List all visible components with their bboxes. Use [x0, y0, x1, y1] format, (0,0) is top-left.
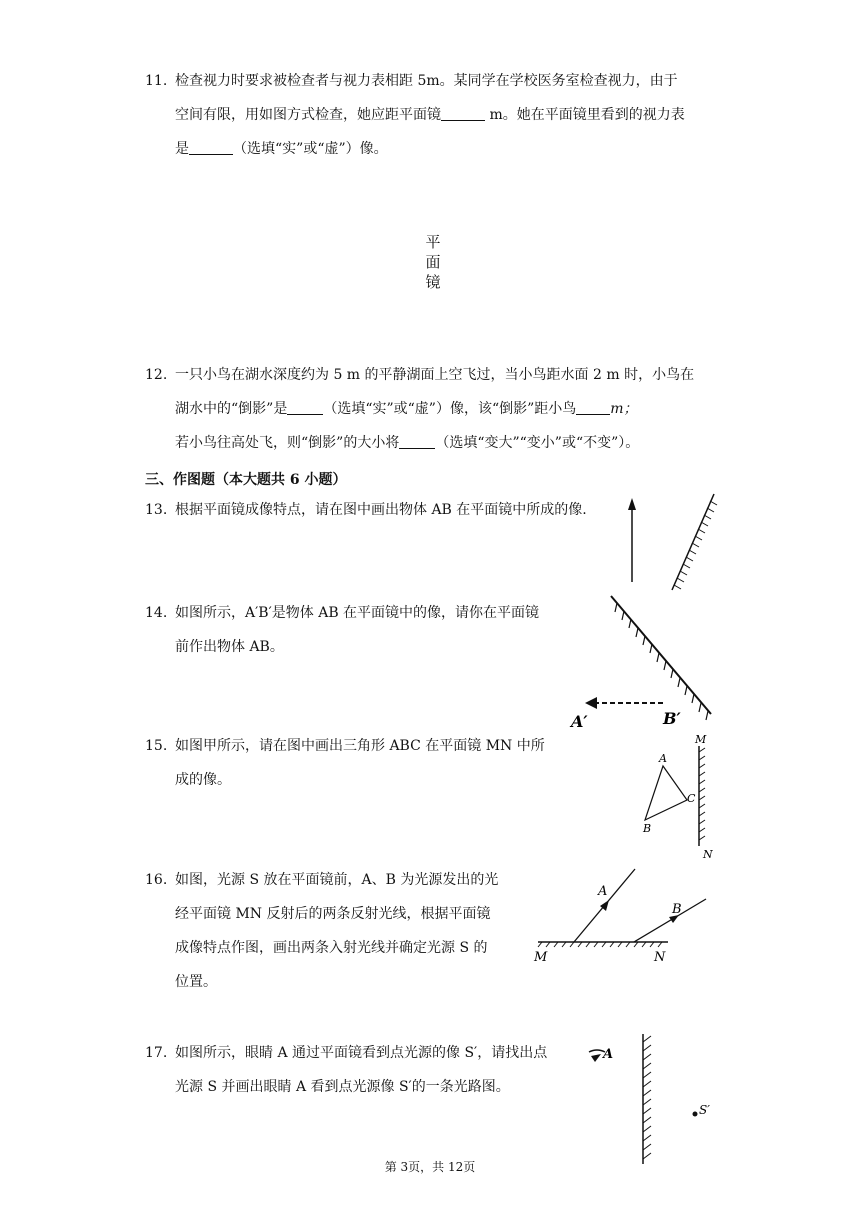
figure-q16 — [530, 863, 715, 968]
answer-blank[interactable] — [441, 104, 485, 121]
mirror-hatching — [674, 501, 717, 589]
page-footer: 第 3页，共 12页 — [384, 1160, 476, 1174]
label-n: N — [654, 950, 666, 965]
label-a: A — [659, 752, 667, 765]
triangle-abc — [645, 766, 687, 820]
question-text: 如图甲所示，请在图中画出三角形 ABC 在平面镜 MN 中所 成的像。 — [175, 738, 545, 788]
label-b: B — [643, 822, 652, 835]
question-text: 如图所示，A′B′是物体 AB 在平面镜中的像，请你在平面镜 前作出物体 AB。 — [175, 605, 540, 655]
question-text: 根据平面镜成像特点，请在图中画出物体 AB 在平面镜中所成的像. — [175, 502, 587, 518]
label-a-prime: A′ — [571, 712, 588, 731]
section-heading: 三、作图题（本大题共 6 小题） — [145, 472, 347, 488]
plane-mirror — [611, 596, 711, 714]
reflected-ray-b — [634, 899, 706, 942]
mirror-hatching — [699, 748, 705, 840]
label-eye-a: A — [603, 1047, 614, 1062]
question-number: 17. — [145, 1045, 168, 1061]
answer-blank[interactable] — [399, 432, 435, 449]
arrow-head — [585, 697, 597, 709]
question-number: 11. — [145, 73, 168, 89]
mirror-hatching — [643, 1036, 651, 1159]
arrow-head — [628, 498, 636, 510]
answer-blank[interactable] — [287, 398, 323, 415]
question-text: 检查视力时要求被检查者与视力表相距 5m。某同学在学校医务室检查视力，由于 空间有限，用如图方式检查，她应距平面镜 m。她在平面镜里看到的视力表 是 （选填“实”或“虚”）像。 — [175, 73, 685, 157]
label-n: N — [703, 848, 713, 861]
label-b: B — [672, 902, 682, 917]
label-m: M — [695, 733, 707, 746]
figure-q17 — [585, 1030, 715, 1170]
label-a: A — [598, 884, 608, 899]
label-c: C — [687, 792, 696, 805]
answer-blank[interactable] — [576, 398, 610, 415]
label-b-prime: B′ — [663, 709, 681, 728]
question-text: 一只小鸟在湖水深度约为 5 m 的平静湖面上空飞过，当小鸟距水面 2 m 时，小鸟在 湖水中的“倒影”是 （选填“实”或“虚”）像，该“倒影”距小鸟 m； 若小鸟往高处飞，则“倒影”的大小将 （选填“变大”“变小”或“不变”）。 — [175, 367, 695, 451]
figure-q14 — [565, 590, 720, 730]
figure-q15 — [635, 730, 715, 864]
question-number: 12. — [145, 367, 168, 383]
mirror-figure-label: 平 面 镜 — [425, 233, 441, 291]
answer-blank[interactable] — [189, 138, 233, 155]
question-text: 如图，光源 S 放在平面镜前，A、B 为光源发出的光 经平面镜 MN 反射后的两条反射光线，根据平面镜 成像特点作图，画出两条入射光线并确定光源 S 的 位置。 — [175, 872, 499, 990]
label-m: M — [534, 950, 548, 965]
figure-q13 — [620, 488, 720, 598]
image-point-s-prime — [693, 1112, 698, 1117]
question-text: 如图所示，眼睛 A 通过平面镜看到点光源的像 S′，请找出点 光源 S 并画出眼睛 A 看到点光源像 S′的一条光路图。 — [175, 1045, 548, 1095]
question-number: 13. — [145, 502, 168, 518]
question-number: 16. — [145, 872, 168, 888]
question-number: 14. — [145, 605, 168, 621]
question-number: 15. — [145, 738, 168, 754]
label-s-prime: S′ — [699, 1103, 710, 1117]
